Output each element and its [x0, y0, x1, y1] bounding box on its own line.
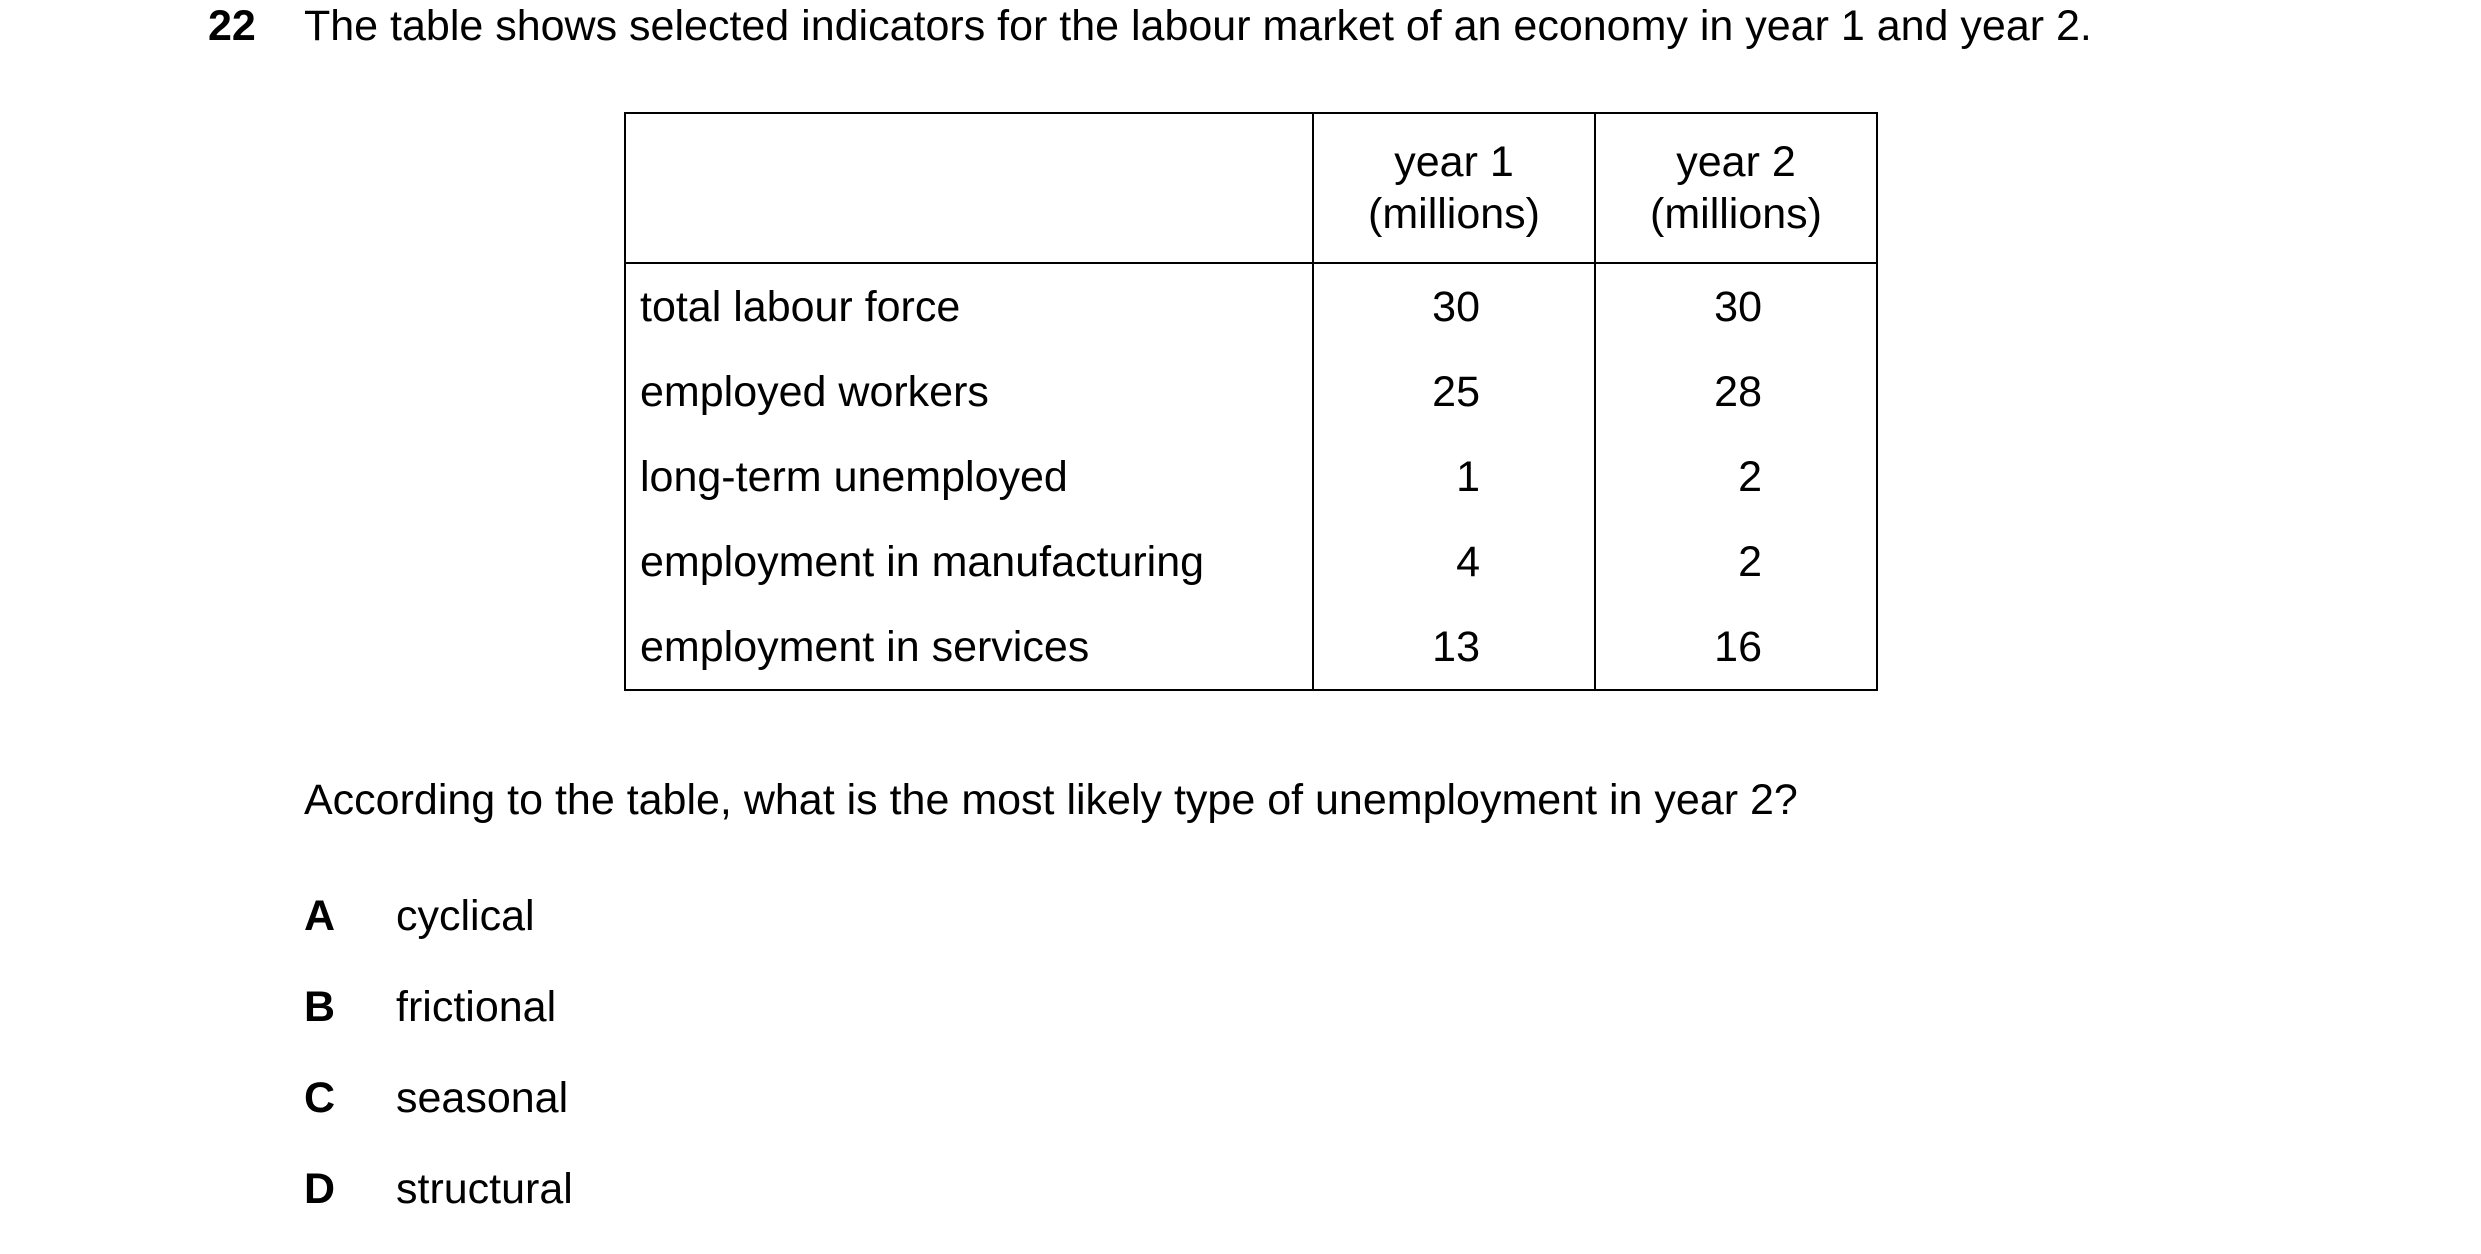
table-row — [625, 519, 1877, 604]
option-c[interactable] — [304, 1072, 573, 1163]
table-header-row — [625, 113, 1877, 263]
table-header-year2 — [1595, 113, 1877, 263]
header-year2-label: year 2 — [1676, 138, 1796, 186]
option-letter: A — [304, 892, 336, 940]
table-header-blank — [625, 113, 1313, 263]
option-text: structural — [396, 1165, 573, 1213]
value-year1: 30 — [1432, 282, 1480, 331]
header-year2-unit: (millions) — [1650, 190, 1822, 238]
table-row — [625, 434, 1877, 519]
row-label: employment in manufacturing — [625, 519, 1313, 604]
header-year1-unit: (millions) — [1368, 190, 1540, 238]
cell-year2 — [1595, 434, 1877, 519]
labour-market-table — [624, 112, 1878, 691]
cell-year1 — [1313, 519, 1595, 604]
cell-year2 — [1595, 519, 1877, 604]
cell-year1 — [1313, 263, 1595, 349]
answer-options — [304, 890, 573, 1254]
cell-year1 — [1313, 434, 1595, 519]
value-year1: 4 — [1456, 537, 1480, 586]
value-year1: 25 — [1432, 367, 1480, 416]
row-label: total labour force — [625, 263, 1313, 349]
row-label: employment in services — [625, 604, 1313, 690]
option-letter: C — [304, 1074, 336, 1122]
table-row — [625, 604, 1877, 690]
option-text: cyclical — [396, 892, 535, 940]
value-year1: 1 — [1456, 452, 1480, 501]
value-year2: 16 — [1714, 622, 1762, 671]
option-text: seasonal — [396, 1074, 569, 1122]
value-year2: 2 — [1738, 537, 1762, 586]
option-text: frictional — [396, 983, 557, 1031]
cell-year2 — [1595, 349, 1877, 434]
header-year1-label: year 1 — [1394, 138, 1514, 186]
value-year2: 2 — [1738, 452, 1762, 501]
table-header-year1 — [1313, 113, 1595, 263]
cell-year2 — [1595, 263, 1877, 349]
option-a[interactable] — [304, 890, 573, 981]
table-row — [625, 263, 1877, 349]
option-d[interactable] — [304, 1163, 573, 1254]
option-b[interactable] — [304, 981, 573, 1072]
option-letter: B — [304, 983, 336, 1031]
row-label: long-term unemployed — [625, 434, 1313, 519]
row-label: employed workers — [625, 349, 1313, 434]
question-number: 22 — [208, 2, 256, 50]
cell-year1 — [1313, 349, 1595, 434]
question-stem: The table shows selected indicators for the labour market of an economy in year 1 and year 2. — [304, 2, 2092, 50]
option-letter: D — [304, 1165, 336, 1213]
value-year2: 28 — [1714, 367, 1762, 416]
cell-year1 — [1313, 604, 1595, 690]
value-year2: 30 — [1714, 282, 1762, 331]
value-year1: 13 — [1432, 622, 1480, 671]
table-row — [625, 349, 1877, 434]
question-prompt: According to the table, what is the most likely type of unemployment in year 2? — [304, 776, 1798, 824]
cell-year2 — [1595, 604, 1877, 690]
